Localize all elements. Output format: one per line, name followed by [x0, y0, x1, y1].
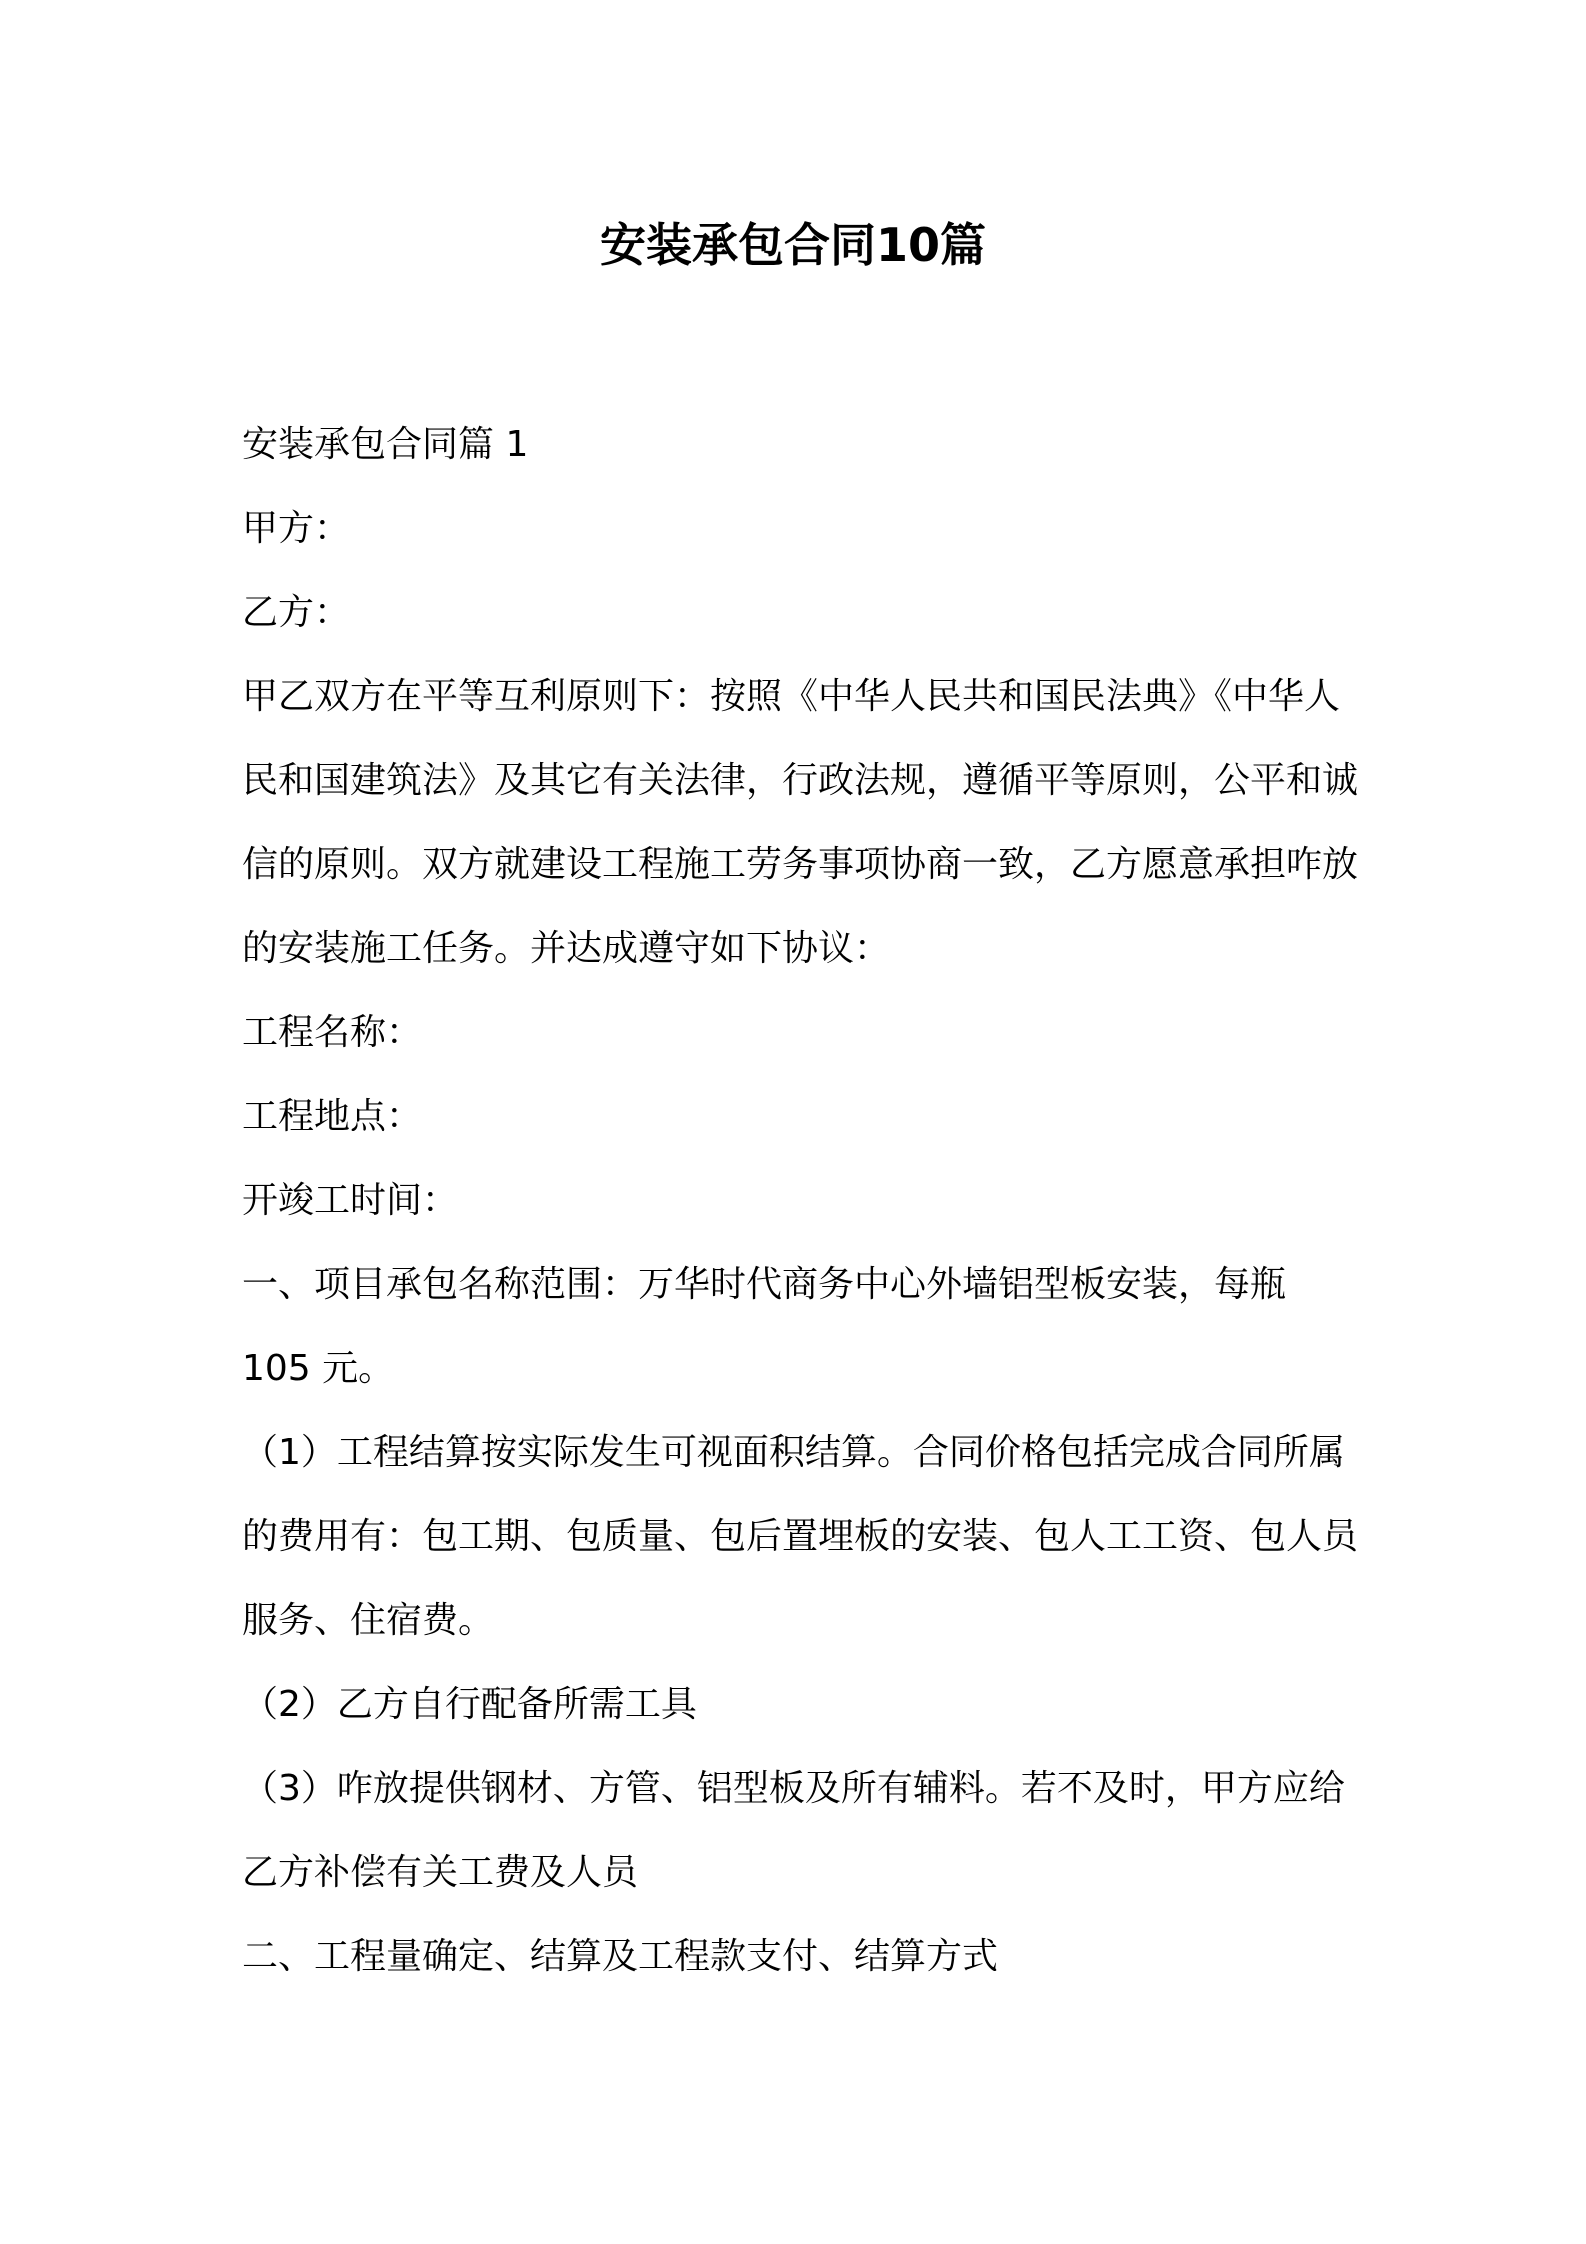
preamble-paragraph: 甲乙双方在平等互利原则下：按照《中华人民共和国民法典》《中华人民和国建筑法》及其它有关法律，行政法规，遵循平等原则，公平和诚信的原则。双方就建设工程施工劳务事项协商一致，乙方愿意承担咋放的安装施工任务。并达成遵守如下协议： — [242, 676, 1359, 969]
schedule-field: 开竣工时间： — [242, 1180, 459, 1221]
project-location-field: 工程地点： — [242, 1096, 423, 1137]
clause-1-item-2: （2）乙方自行配备所需工具 — [242, 1684, 697, 1725]
party-a-field: 甲方： — [242, 508, 351, 549]
clause-2-heading: 二、工程量确定、结算及工程款支付、结算方式 — [242, 1936, 999, 1977]
document-title: 安装承包合同10篇 — [599, 218, 986, 272]
clause-1-scope: 一、项目承包名称范围：万华时代商务中心外墙铝型板安装，每瓶 105 元。 — [242, 1264, 1287, 1389]
clause-1-item-1: （1）工程结算按实际发生可视面积结算。合同价格包括完成合同所属的费用有：包工期、包质量、包后置埋板的安装、包人工工资、包人员服务、住宿费。 — [242, 1432, 1359, 1641]
document-body — [242, 403, 1362, 1999]
section-heading: 安装承包合同篇 1 — [242, 424, 529, 465]
clause-1-item-3: （3）咋放提供钢材、方管、铝型板及所有辅料。若不及时，甲方应给乙方补偿有关工费及人员 — [242, 1768, 1345, 1893]
project-name-field: 工程名称： — [242, 1012, 423, 1053]
party-b-field: 乙方： — [242, 592, 351, 633]
